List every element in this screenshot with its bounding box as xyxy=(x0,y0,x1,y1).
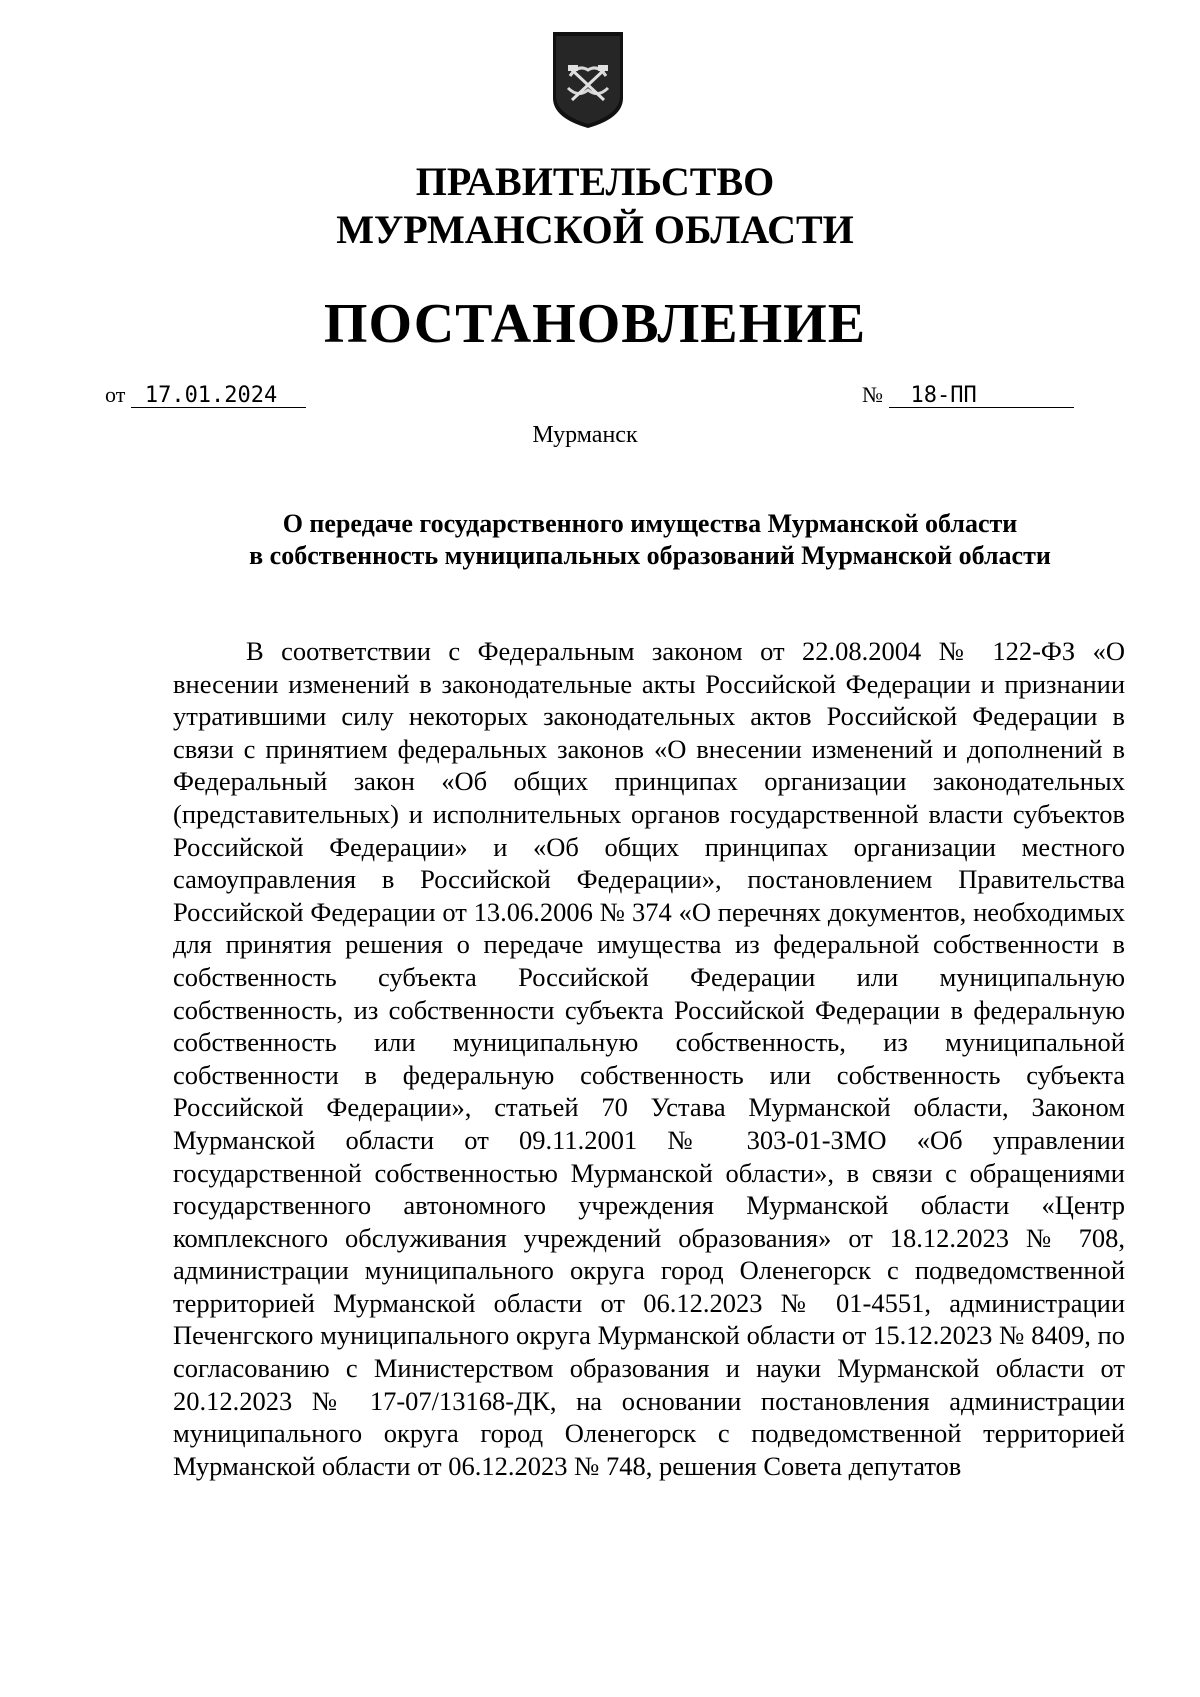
coat-of-arms-icon xyxy=(548,30,628,130)
body-paragraph: В соответствии с Федеральным законом от 22.08.2004 № 122-ФЗ «О внесении изменений в законодательные акты Российской Федерации и признании утратившими силу некоторых законодательных актов Российской Федерации в связи с принятием федеральных законов «О внесении изменений и дополнений в Федеральный закон «Об общих принципах организации законодательных (представительных) и исполнительных органов государственной власти субъектов Российской Федерации» и «Об общих принципах организации местного самоуправления в Российской Федерации», постановлением Правительства Российской Федерации от 13.06.2006 № 374 «О перечнях документов, необходимых для принятия решения о передаче имущества из федеральной собственности в собственность субъекта Российской Федерации или муниципальную собственность, из собственности субъекта Российской Федерации в федеральную собственность или муниципальную собственность, из муниципальной собственности в федеральную собственность или собственность субъекта Российской Федерации», статьей 70 Устава Мурманской области, Законом Мурманской области от 09.11.2001 № 303-01-ЗМО «Об управлении государственной собственностью Мурманской области», в связи с обращениями государственного автономного учреждения Мурманской области «Центр комплексного обслуживания учреждений образования» от 18.12.2023 № 708, администрации муниципального округа город Оленегорск с подведомственной территорией Мурманской области от 06.12.2023 № 01-4551, администрации Печенгского муниципального округа Мурманской области от 15.12.2023 № 8409, по согласованию с Министерством образования и науки Мурманской области от 20.12.2023 № 17-07/13168-ДК, на основании постановления администрации муниципального округа город Оленегорск с подведомственной территорией Мурманской области от 06.12.2023 № 748, решения Совета депутатов xyxy=(173,636,1125,1481)
date-prefix: от xyxy=(105,382,126,407)
document-type: ПОСТАНОВЛЕНИЕ xyxy=(323,293,867,355)
number-line xyxy=(862,382,1074,408)
city: Мурманск xyxy=(532,422,638,448)
subject-line-2: в собственность муниципальных образований Мурманской области xyxy=(249,541,1051,570)
document-date: 17.01.2024 xyxy=(131,385,306,408)
number-prefix: № xyxy=(862,382,883,407)
document-subject xyxy=(180,508,1120,572)
government-line-2: МУРМАНСКОЙ ОБЛАСТИ xyxy=(336,207,854,252)
date-line xyxy=(105,382,306,408)
government-line-1: ПРАВИТЕЛЬСТВО xyxy=(415,159,775,204)
government-name xyxy=(0,158,1190,254)
document-number: 18-ПП xyxy=(889,385,1074,408)
subject-line-1: О передаче государственного имущества Мурманской области xyxy=(282,509,1018,538)
